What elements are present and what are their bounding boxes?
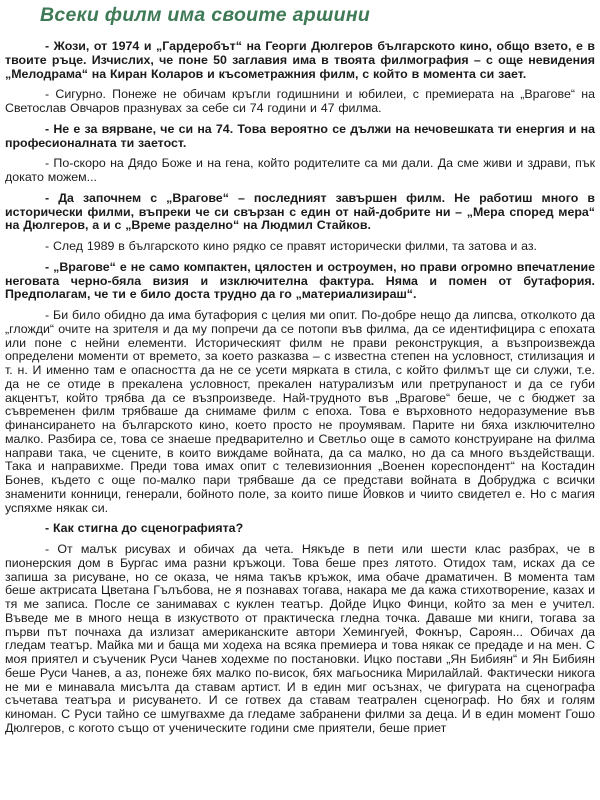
paragraph: - По-скоро на Дядо Боже и на гена, който родителите са ми дали. Да сме живи и здрави, пък докато можем... <box>5 156 595 184</box>
paragraph: - Как стигна до сценографията? <box>45 521 244 536</box>
paragraph: - От малък рисувах и обичах да чета. Някъде в пети или шести клас разбрах, че в пионерския дом в Бургас има разни кръжоци. Това беше през лятото. Отидох там, исках да се запиша за рисуване, но се оказа, че няма такъв кръжок, има обаче драматичен. В момента там беше актрисата Цветана Гълъбова, не я познавах тогава, накара ме да кажа стихотворение, казах и тя ме записа. После се занимавах с куклен театър. Дойде Ицко Финци, който за мен е учител. Въведе ме в много неща в изкуството от практическа гледна точка. Даваше ми книги, тогава за първи път почнаха да излизат американските автори Хемингуей, Фокнър, Сароян... Обичах да гледам театър. Майка ми и баща ми ходеха на всяка премиера и това някак се предаде и на мен. С моя приятел и съученик Руси Чанев ходехме по постановки. Ицко постави „Ян Бибиян“ и Ян Бибиян беше Руси Чанев, а аз, понеже бях малко по-висок, бях магьосника Мирилайлай. Фактически никога не ми е минавала мисълта да ставам артист. И в един миг осъзнах, че фигурата на сценографа съчетава театъра и рисуването. И се готвех да ставам театрален сценограф. Но бях и голям киноман. С Руси тайно се шмугвахме да гледаме забранени филми за деца. И в един момент Гошо Дюлгеров, с когото също от ученическите години сме приятели, беше приет <box>5 542 595 735</box>
paragraph: - Би било обидно да има бутафория с целия ми опит. По-добре нещо да липсва, отколкото да „гложди“ очите на зрителя и да му попречи да се потопи във филма, да се идентифицира с епохата или поне с нейни елементи. Историческият филм не прави реконструкция, а възпроизвежда определени моменти от времето, за което разказва – с известна степен на условност, стилизация и т. н. И именно там е опасността да не се усети мярката в стила, с който филмът ще си служи, т.е. да не се отиде в прекалена условност, прекален натурализъм или претрупаност и да се губи акцентът, който трябва да се възпроизведе. Най-трудното във „Врагове“ беше, че с бюджет за съвременен филм трябваше да снимаме филм с епоха. Това е върховното недоразумение във финансирането на българското кино, което просто не проумявам. Парите ни бяха изключително малко. Разбира се, това се знаеше предварително и Светльо още в самото конструиране на филма направи така, че сцените, в които виждаме войната, да са малко, но да са много въздействащи. Така и направихме. Преди това имах опит с телевизионния „Военен кореспондент“ на Костадин Бонев, където с още по-малко пари трябваше да се представи войната в Добруджа с всички знаменити конници, генерали, бойното поле, за които пише Йовков и чиито свидетел е. Но с магия успяхме някак си. <box>5 308 595 515</box>
paragraph: - Сигурно. Понеже не обичам кръгли годишнини и юбилеи, с премиерата на „Врагове“ на Светослав Овчаров празнувах за себе си 74 години и 47 филма. <box>5 87 595 115</box>
paragraph: - Не е за вярване, че си на 74. Това вероятно се дължи на нечовешката ти енергия и на професионалната ти заетост. <box>5 121 595 150</box>
paragraph: - Да започнем с „Врагове“ – последният завършен филм. Не работиш много в исторически филми, въпреки че си свързан с един от най-добрите ни – „Мера според мера“ на Дюлгеров, а и с „Време разделно“ на Людмил Стайков. <box>5 190 595 233</box>
paragraph: - След 1989 в българското кино рядко се правят исторически филми, та затова и аз. <box>45 239 537 253</box>
article-body <box>5 40 595 736</box>
page-title: Всеки филм има своите аршини <box>40 4 371 26</box>
paragraph: - Жози, от 1974 и „Гардеробът“ на Георги Дюлгеров българското кино, общо взето, е в твоите ръце. Изчислих, че поне 50 заглавия има в твоята филмография – с още невидения „Мелодрама“ на Киран Коларов и късометражния филм, с който в момента си зает. <box>5 39 595 81</box>
paragraph: - „Врагове“ е не само компактен, цялостен и остроумен, но прави огромно впечатление неговата черно-бяла визия и изключителна фактура. Няма и помен от бутафория. Предполагам, че ти е било доста трудно да го „материализираш“. <box>5 259 595 302</box>
